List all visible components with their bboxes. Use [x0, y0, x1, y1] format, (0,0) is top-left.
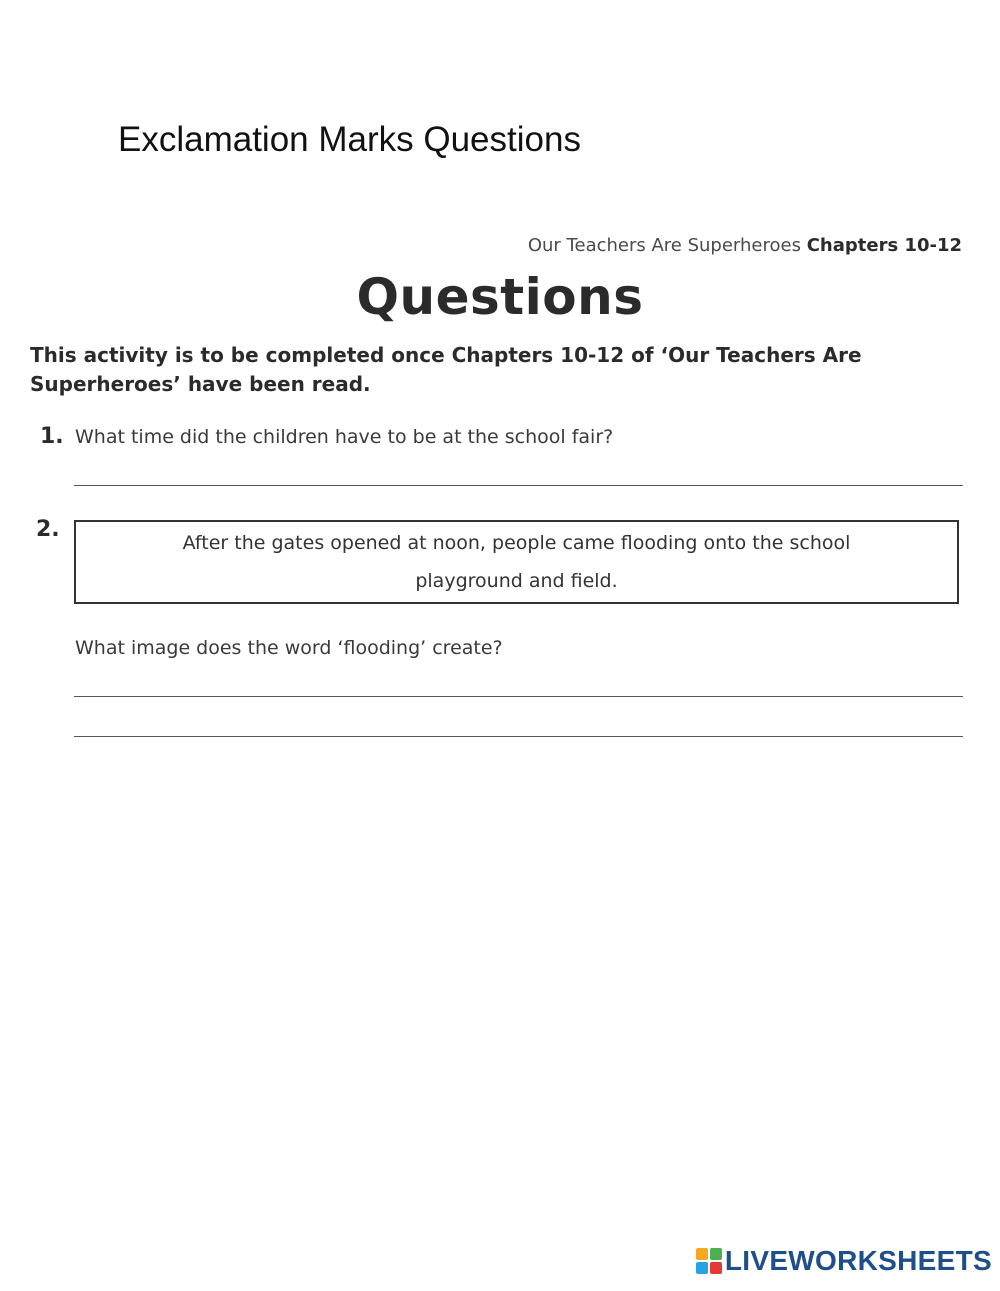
question-2-text: What image does the word ‘flooding’ create? [75, 637, 503, 659]
question-2-answer-line-2[interactable] [74, 736, 963, 737]
instructions: This activity is to be completed once Chapters 10-12 of ‘Our Teachers Are Superheroes’ have been read. [30, 343, 862, 396]
question-2-number: 2. [36, 517, 60, 542]
logo-blocks-icon [696, 1248, 722, 1274]
book-chapters: Chapters 10-12 [806, 235, 962, 256]
liveworksheets-logo [696, 1245, 992, 1277]
logo-text: LIVEWORKSHEETS [724, 1245, 992, 1276]
logo-block-v [696, 1262, 708, 1274]
logo-block-l [696, 1248, 708, 1260]
question-2-answer-line-1[interactable] [74, 696, 963, 697]
book-series-title: Our Teachers Are Superheroes [527, 235, 801, 256]
book-header [528, 235, 962, 256]
extract-box [74, 520, 959, 604]
page-heading: Questions [356, 268, 644, 326]
extract-text: After the gates opened at noon, people came flooding onto the school playground and field. [182, 532, 851, 592]
worksheet-title: Exclamation Marks Questions [118, 120, 581, 159]
question-1-text: What time did the children have to be at the school fair? [75, 426, 614, 448]
question-1-answer-line[interactable] [74, 485, 963, 486]
logo-block-i [710, 1248, 722, 1260]
question-1-number: 1. [40, 424, 64, 449]
logo-block-e [710, 1262, 722, 1274]
